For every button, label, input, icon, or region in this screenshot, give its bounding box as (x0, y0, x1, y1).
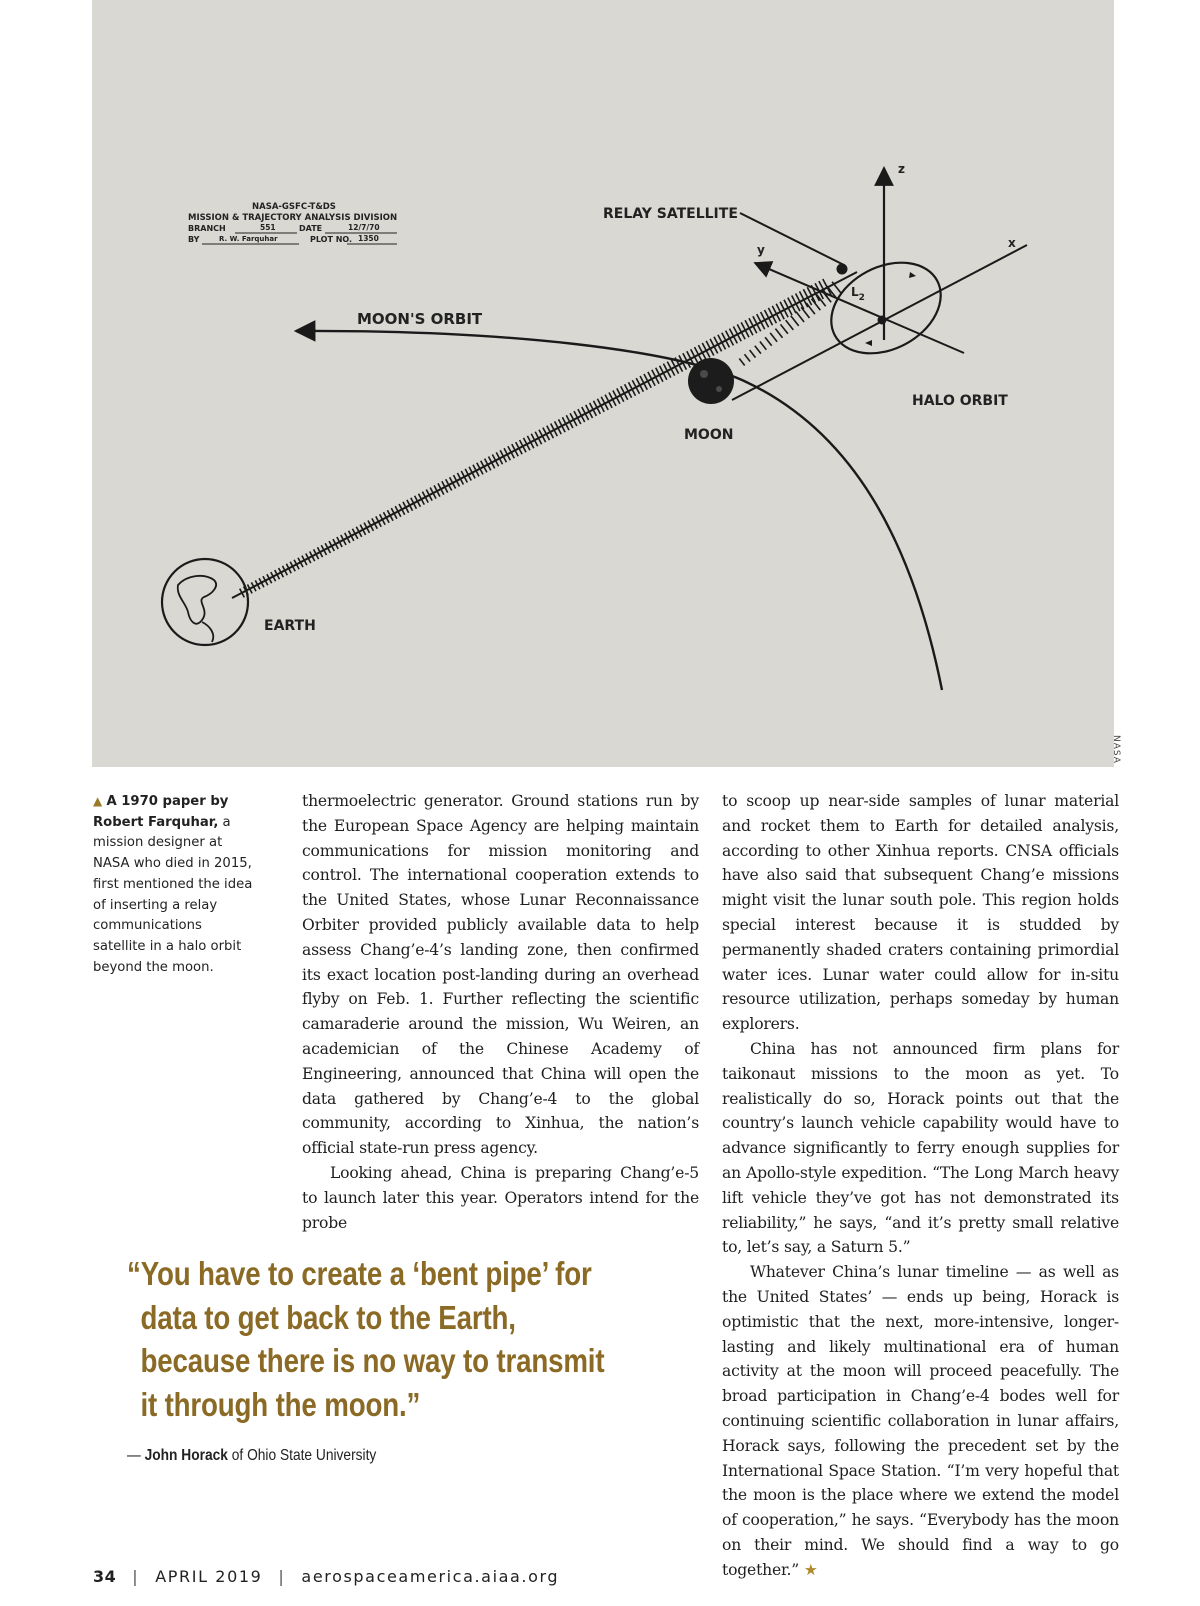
hatch-mark (745, 354, 751, 361)
earth-continents (178, 576, 216, 624)
header-branch-value: 551 (260, 223, 276, 232)
moon-crater (700, 370, 708, 378)
header-line1: NASA-GSFC-T&DS (252, 202, 336, 212)
header-date-value: 12/7/70 (348, 223, 380, 232)
earth-south-america (202, 622, 213, 642)
figure-halo-orbit-diagram (92, 0, 1114, 767)
figure-caption (93, 791, 258, 978)
halo-orbit-arrow-top (909, 272, 916, 278)
hatch-mark (791, 316, 799, 326)
hatch-mark (796, 312, 804, 322)
paragraph: to scoop up near-side samples of lunar material and rocket them to Earth for detailed analysis, according to other Xinhua reports. CNSA officials have also said that subsequent Chang’e missions might visit the lunar south pole. This region holds special interest because it is studded by permanently shaded craters containing primordial water ices. Lunar water could allow for in-situ resource utilization, perhaps someday by human explorers. (722, 792, 1119, 1034)
hatch-mark (755, 346, 761, 354)
header-by-label: BY (188, 235, 200, 244)
header-branch-label: BRANCH (188, 224, 226, 233)
l2-point (878, 316, 887, 325)
footer-separator: | (278, 1567, 286, 1586)
l2-label: $L_2$ (851, 285, 865, 303)
x-axis-label: x (1008, 236, 1016, 250)
hatch-mark (832, 282, 842, 295)
issue-date: APRIL 2019 (155, 1567, 263, 1586)
z-axis-label: z (898, 162, 905, 176)
diagram-drawing (92, 0, 1114, 767)
paragraph: thermoelectric generator. Ground stations run by the European Space Agency are helping maintain communications for mission monitoring and control. The international cooperation extends to the United States, whose Lunar Reconnaissance Orbiter provided publicly available data to help assess Chang’e-4’s landing zone, then confirmed its exact location post-landing during an overhead flyby on Feb. 1. Further reflecting the scientific camaraderie around the mission, Wu Weiren, an academician of the Chinese Academy of Engineering, announced that China will open the data gathered by Chang’e-4 to the global community, according to Xinhua, the nation’s official state-run press agency. (302, 792, 699, 1158)
halo-orbit-label: HALO ORBIT (912, 393, 1008, 409)
hatch-mark (801, 307, 809, 318)
caption-bold: A 1970 paper by Robert Farquhar, (93, 794, 229, 830)
hatch-mark (786, 320, 794, 330)
hatch-mark (760, 342, 766, 350)
attribution-affiliation: of Ohio State University (227, 1447, 377, 1464)
comm-link-hatches (240, 279, 832, 597)
caption-triangle-icon: ▲ (93, 794, 103, 808)
page-number: 34 (93, 1567, 117, 1586)
relay-satellite-dot (837, 264, 848, 275)
paragraph-text: Whatever China’s lunar timeline — as well as the United States’ — ends up being, Horack is optimistic that the next, more-intensive, longer-lasting and likely multinational era of human activity at the moon will proceed peacefully. The broad participation in Chang’e-4 bodes well for continuing scientific collaboration in lunar affairs, Horack says, following the precedent set by the International Space Station. “I’m very hopeful that the moon is the place where we extend the model of cooperation,” he says. “Everybody has the moon on their mind. We should find a way to go together.” (722, 1263, 1119, 1579)
pull-quote-line: because there is no way to transmit (140, 1342, 605, 1379)
pull-quote (127, 1252, 605, 1426)
photo-credit: NASA (1111, 735, 1121, 764)
pull-quote-line: data to get back to the Earth, (140, 1298, 516, 1336)
header-plot-value: 1350 (358, 234, 379, 243)
caption-text: a mission designer at NASA who died in 2015, first mentioned the idea of inserting a relay communications satellite in a halo orbit beyond the moon. (93, 814, 253, 975)
moon-crater (716, 386, 722, 392)
end-star-icon: ★ (803, 1560, 818, 1579)
hatch-mark (765, 337, 772, 346)
pull-quote-line: it through the moon.” (140, 1385, 421, 1423)
hatch-mark (770, 333, 777, 342)
moon-label: MOON (684, 427, 734, 443)
article-column-1 (302, 789, 699, 1235)
hatch-mark (739, 359, 744, 366)
moon-disc (688, 358, 734, 404)
hatch-mark (775, 329, 782, 338)
footer-separator: | (132, 1567, 140, 1586)
halo-orbit-arrow-bottom (865, 340, 872, 346)
pull-quote-attribution (127, 1447, 376, 1465)
paragraph-final (722, 1260, 1119, 1582)
paragraph: China has not announced firm plans for taikonaut missions to the moon as yet. To realistically do so, Horack points out that the country’s launch vehicle capability would have to advance significantly to ferry enough supplies for an Apollo-style expedition. “The Long March heavy lift vehicle they’ve got has not demonstrated its reliability,” he says, “and it’s pretty small relative to, let’s say, a Saturn 5.” (722, 1039, 1119, 1257)
attribution-name: John Horack (144, 1447, 228, 1464)
earth-circle (162, 559, 248, 645)
header-line2: MISSION & TRAJECTORY ANALYSIS DIVISION (188, 213, 398, 223)
halo-orbit-ellipse (816, 245, 957, 372)
moons-orbit-label: MOON'S ORBIT (357, 310, 483, 328)
pull-quote-line: “You have to create a ‘bent pipe’ for (127, 1255, 592, 1292)
website-url: aerospaceamerica.aiaa.org (301, 1567, 560, 1586)
earth-label: EARTH (264, 618, 316, 634)
article-column-2 (722, 789, 1119, 1583)
header-by-value: R. W. Farquhar (219, 235, 278, 243)
paragraph: Looking ahead, China is preparing Chang’e-5 to launch later this year. Operators intend for the probe (302, 1163, 699, 1232)
comm-link-line (232, 272, 857, 598)
header-date-label: DATE (299, 224, 323, 233)
hatch-mark (781, 324, 788, 333)
hatch-mark (750, 350, 756, 358)
y-axis-label: y (757, 243, 765, 257)
page-footer (93, 1567, 559, 1586)
relay-satellite-leader (740, 213, 844, 265)
attribution-dash: — (127, 1447, 145, 1464)
header-plot-label: PLOT NO. (310, 235, 353, 244)
relay-satellite-label: RELAY SATELLITE (603, 206, 738, 222)
